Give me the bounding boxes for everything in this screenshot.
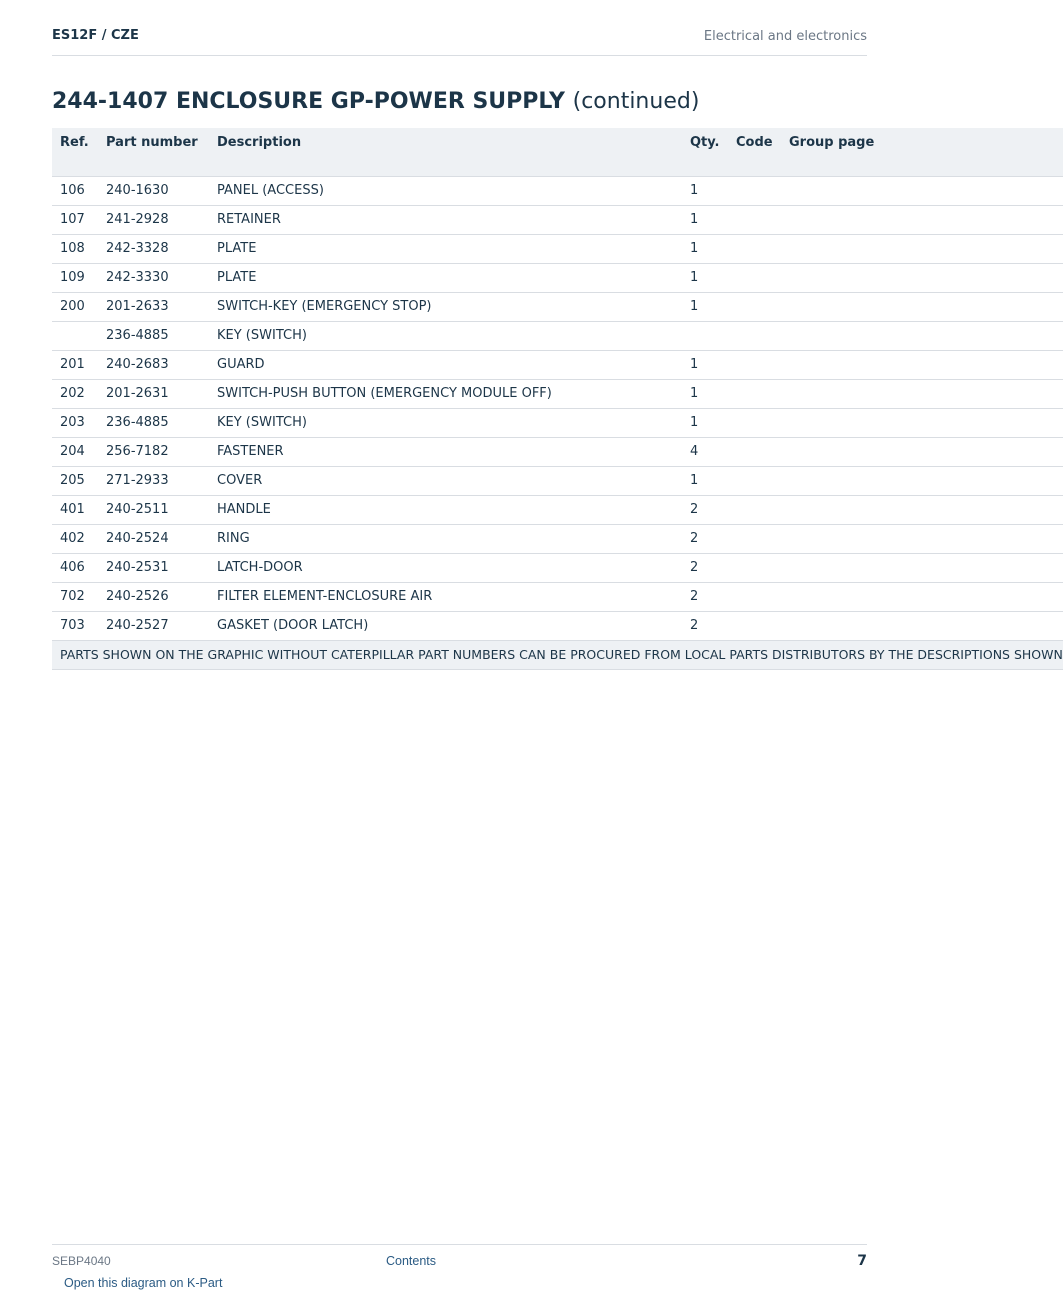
ref-cell: 205 [52, 467, 98, 496]
document-code: SEBP4040 [52, 1254, 111, 1268]
code-cell [728, 583, 781, 612]
description-cell: GASKET (DOOR LATCH) [209, 612, 682, 641]
group-page-cell [781, 264, 1063, 293]
part-number-cell: 236-4885 [98, 409, 209, 438]
code-cell [728, 496, 781, 525]
part-number-cell: 242-3330 [98, 264, 209, 293]
group-page-cell [781, 293, 1063, 322]
table-row [52, 438, 1063, 467]
code-cell [728, 293, 781, 322]
code-cell [728, 380, 781, 409]
doc-id: ES12F / CZE [52, 28, 139, 43]
table-row [52, 206, 1063, 235]
ref-cell: 200 [52, 293, 98, 322]
code-cell [728, 235, 781, 264]
page-title [52, 89, 699, 114]
table-row [52, 177, 1063, 206]
part-number-cell: 271-2933 [98, 467, 209, 496]
qty-cell: 4 [682, 438, 728, 467]
ref-cell: 107 [52, 206, 98, 235]
part-number-cell: 242-3328 [98, 235, 209, 264]
table-row [52, 583, 1063, 612]
code-cell [728, 612, 781, 641]
table-row [52, 235, 1063, 264]
code-cell [728, 351, 781, 380]
description-cell: PANEL (ACCESS) [209, 177, 682, 206]
description-cell: KEY (SWITCH) [209, 322, 682, 351]
group-page-cell [781, 177, 1063, 206]
group-page-cell [781, 235, 1063, 264]
group-page-cell [781, 612, 1063, 641]
table-row [52, 612, 1063, 641]
group-page-cell [781, 409, 1063, 438]
ref-cell: 108 [52, 235, 98, 264]
description-cell: GUARD [209, 351, 682, 380]
ref-cell: 702 [52, 583, 98, 612]
parts-table-body [52, 177, 1063, 641]
group-page-cell [781, 554, 1063, 583]
qty-cell: 1 [682, 177, 728, 206]
table-row [52, 293, 1063, 322]
table-header-row [52, 128, 1063, 177]
title-main: 244-1407 ENCLOSURE GP-POWER SUPPLY [52, 89, 565, 114]
description-cell: LATCH-DOOR [209, 554, 682, 583]
group-page-cell [781, 467, 1063, 496]
page-header [52, 28, 867, 56]
ref-cell: 204 [52, 438, 98, 467]
part-number-cell: 236-4885 [98, 322, 209, 351]
code-cell [728, 177, 781, 206]
col-header-qty: Qty. [682, 128, 728, 177]
qty-cell [682, 322, 728, 351]
qty-cell: 2 [682, 496, 728, 525]
code-cell [728, 322, 781, 351]
description-cell: PLATE [209, 235, 682, 264]
part-number-cell: 201-2631 [98, 380, 209, 409]
page-number: 7 [857, 1253, 867, 1269]
qty-cell: 2 [682, 612, 728, 641]
code-cell [728, 264, 781, 293]
description-cell: COVER [209, 467, 682, 496]
ref-cell: 402 [52, 525, 98, 554]
part-number-cell: 256-7182 [98, 438, 209, 467]
qty-cell: 1 [682, 409, 728, 438]
ref-cell: 202 [52, 380, 98, 409]
code-cell [728, 409, 781, 438]
group-page-cell [781, 322, 1063, 351]
part-number-cell: 240-2531 [98, 554, 209, 583]
ref-cell: 106 [52, 177, 98, 206]
qty-cell: 2 [682, 525, 728, 554]
part-number-cell: 240-1630 [98, 177, 209, 206]
col-header-part-number: Part number [98, 128, 209, 177]
ref-cell: 703 [52, 612, 98, 641]
col-header-group-page: Group page [781, 128, 1063, 177]
table-row [52, 409, 1063, 438]
part-number-cell: 240-2683 [98, 351, 209, 380]
ref-cell: 203 [52, 409, 98, 438]
description-cell: PLATE [209, 264, 682, 293]
description-cell: RING [209, 525, 682, 554]
section-name: Electrical and electronics [703, 29, 867, 44]
part-number-cell: 240-2527 [98, 612, 209, 641]
ref-cell: 401 [52, 496, 98, 525]
table-row [52, 525, 1063, 554]
part-number-cell: 240-2511 [98, 496, 209, 525]
group-page-cell [781, 351, 1063, 380]
ref-cell: 406 [52, 554, 98, 583]
ref-cell: 201 [52, 351, 98, 380]
description-cell: SWITCH-PUSH BUTTON (EMERGENCY MODULE OFF) [209, 380, 682, 409]
qty-cell: 1 [682, 467, 728, 496]
description-cell: HANDLE [209, 496, 682, 525]
part-number-cell: 241-2928 [98, 206, 209, 235]
description-cell: FILTER ELEMENT-ENCLOSURE AIR [209, 583, 682, 612]
group-page-cell [781, 583, 1063, 612]
qty-cell: 1 [682, 264, 728, 293]
ref-cell: 109 [52, 264, 98, 293]
table-row [52, 380, 1063, 409]
group-page-cell [781, 380, 1063, 409]
qty-cell: 1 [682, 380, 728, 409]
page-footer [52, 1244, 867, 1270]
contents-link[interactable]: Contents [386, 1254, 437, 1268]
qty-cell: 2 [682, 583, 728, 612]
description-cell: KEY (SWITCH) [209, 409, 682, 438]
code-cell [728, 554, 781, 583]
table-row [52, 554, 1063, 583]
part-number-cell: 201-2633 [98, 293, 209, 322]
description-cell: RETAINER [209, 206, 682, 235]
group-page-cell [781, 438, 1063, 467]
description-cell: FASTENER [209, 438, 682, 467]
qty-cell: 2 [682, 554, 728, 583]
col-header-description: Description [209, 128, 682, 177]
group-page-cell [781, 525, 1063, 554]
col-header-ref: Ref. [52, 128, 98, 177]
table-row [52, 322, 1063, 351]
parts-note: PARTS SHOWN ON THE GRAPHIC WITHOUT CATERPILLAR PART NUMBERS CAN BE PROCURED FROM LOCAL PARTS DISTRIBUTORS BY THE DESCRIPTIONS SHOWN [52, 641, 1063, 670]
ref-cell [52, 322, 98, 351]
group-page-cell [781, 496, 1063, 525]
code-cell [728, 206, 781, 235]
code-cell [728, 525, 781, 554]
qty-cell: 1 [682, 351, 728, 380]
code-cell [728, 438, 781, 467]
table-row [52, 351, 1063, 380]
part-number-cell: 240-2524 [98, 525, 209, 554]
group-page-cell [781, 206, 1063, 235]
qty-cell: 1 [682, 206, 728, 235]
parts-table [52, 128, 1063, 670]
code-cell [728, 467, 781, 496]
table-row [52, 496, 1063, 525]
kpart-diagram-link[interactable]: Open this diagram on K-Part [64, 1276, 223, 1290]
description-cell: SWITCH-KEY (EMERGENCY STOP) [209, 293, 682, 322]
note-row [52, 641, 1063, 670]
qty-cell: 1 [682, 235, 728, 264]
part-number-cell: 240-2526 [98, 583, 209, 612]
col-header-code: Code [728, 128, 781, 177]
table-row [52, 264, 1063, 293]
table-row [52, 467, 1063, 496]
title-suffix: (continued) [572, 89, 700, 114]
qty-cell: 1 [682, 293, 728, 322]
